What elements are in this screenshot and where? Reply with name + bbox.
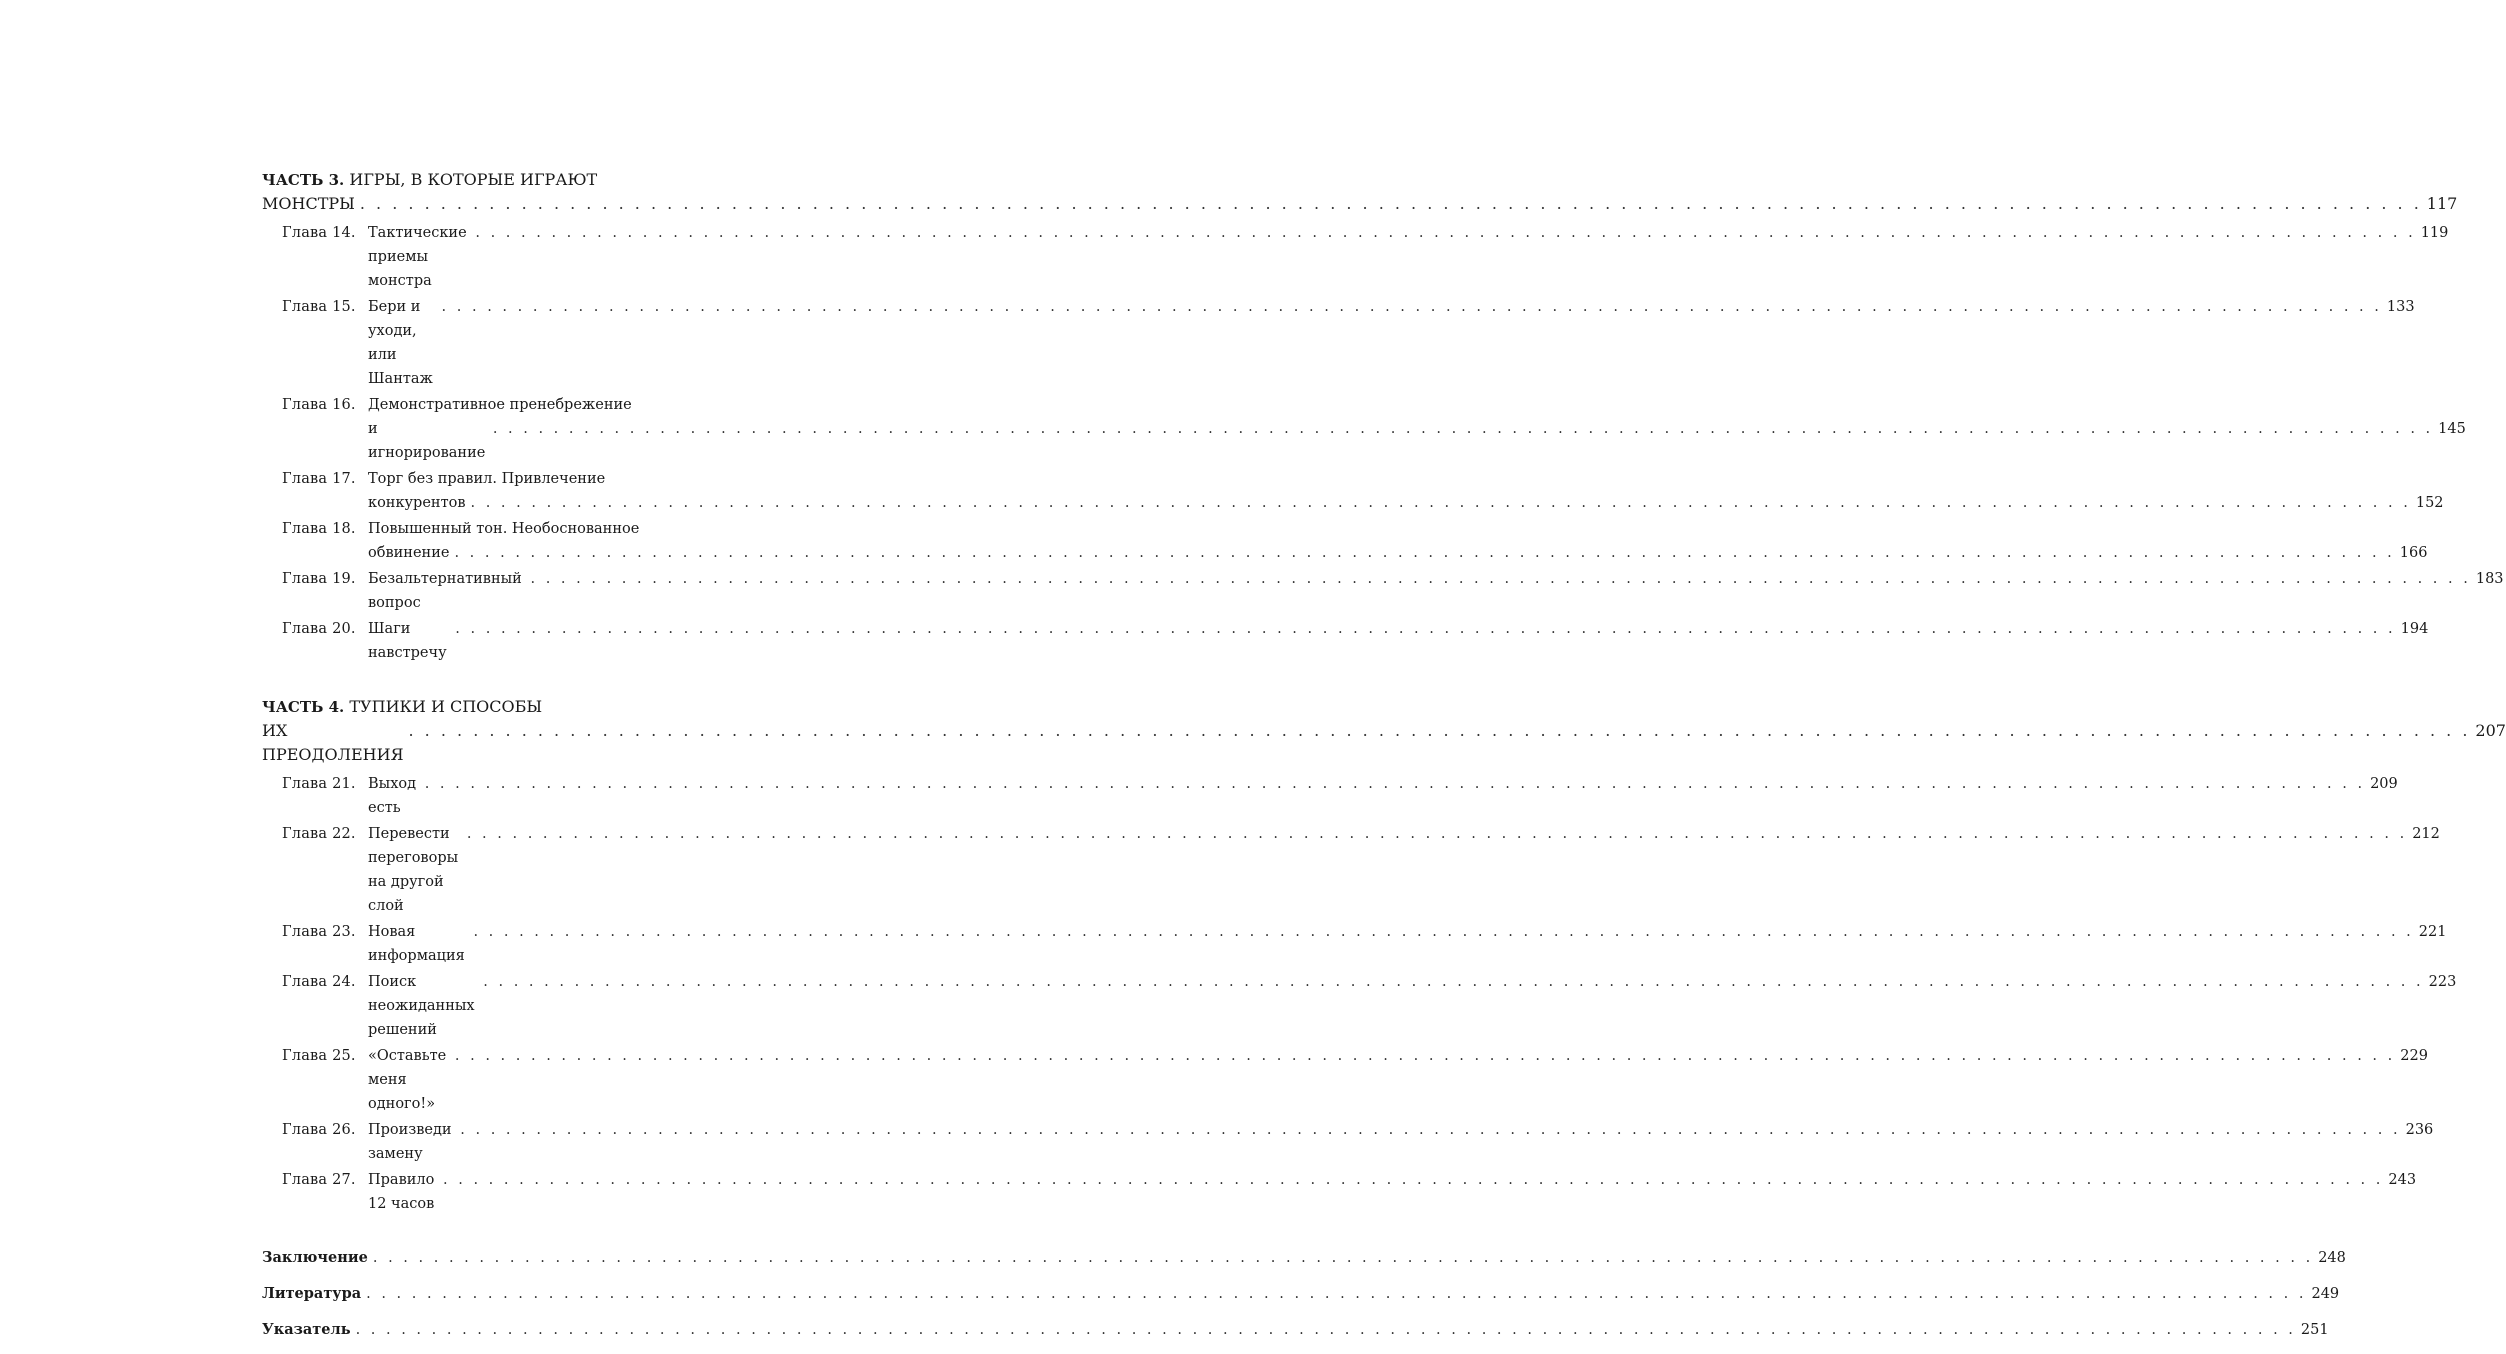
page-number: 236: [2405, 1122, 2434, 1138]
entry-title: Заключение: [262, 1249, 368, 1266]
chapter-list: [262, 772, 2457, 1216]
page-number: 183: [2475, 571, 2504, 587]
toc-entry-index[interactable]: [262, 1318, 2329, 1342]
dot-leader: [467, 822, 2407, 846]
page-number: 207: [2475, 721, 2506, 740]
toc-entry[interactable]: [262, 719, 2506, 767]
page-number: 117: [2426, 194, 2458, 213]
chapter-item[interactable]: [262, 920, 2447, 968]
part-title-line2: ИХ ПРЕОДОЛЕНИЯ: [262, 721, 404, 764]
table-of-contents: [262, 168, 2506, 1354]
chapter-title: Бери и уходи, или Шантаж: [368, 299, 433, 387]
part-label: ЧАСТЬ 4.: [262, 698, 345, 716]
chapter-label: Глава 25.: [282, 1048, 356, 1064]
back-matter: [262, 1246, 2346, 1342]
chapter-label: Глава 26.: [282, 1122, 356, 1138]
dot-leader: [460, 1118, 2400, 1142]
page-number: 119: [2420, 225, 2449, 241]
page-number: 249: [2311, 1286, 2340, 1302]
chapter-item[interactable]: [262, 617, 2429, 665]
chapter-item[interactable]: [262, 221, 2449, 293]
page-number: 166: [2399, 545, 2428, 561]
chapter-label: Глава 24.: [282, 974, 356, 990]
dot-leader: [356, 1318, 2296, 1342]
page-number: 152: [2415, 495, 2444, 511]
chapter-title-cont: конкурентов: [368, 495, 466, 511]
dot-leader: [483, 970, 2423, 994]
dot-leader: [360, 192, 2422, 216]
chapter-label: Глава 14.: [282, 225, 356, 241]
chapter-item[interactable]: [262, 1118, 2434, 1166]
chapter-title: Повышенный тон. Необоснованное: [368, 521, 640, 537]
chapter-title: «Оставьте меня одного!»: [368, 1048, 447, 1112]
chapter-item[interactable]: [262, 393, 2466, 465]
chapter-title: Безальтернативный вопрос: [368, 571, 522, 611]
chapter-label: Глава 19.: [282, 571, 356, 587]
chapter-title-cont: обвинение: [368, 545, 450, 561]
dot-leader: [471, 491, 2411, 515]
part-title-line1: ИГРЫ, В КОТОРЫЕ ИГРАЮТ: [349, 170, 598, 189]
page-number: 223: [2428, 974, 2457, 990]
dot-leader: [493, 417, 2433, 441]
dot-leader: [442, 295, 2382, 319]
dot-leader: [373, 1246, 2313, 1270]
chapter-label: Глава 22.: [282, 826, 356, 842]
chapter-item[interactable]: [262, 822, 2440, 918]
chapter-title-cont: и игнорирование: [368, 421, 486, 461]
page-number: 145: [2438, 421, 2466, 437]
chapter-title: Шаги навстречу: [368, 621, 447, 661]
dot-leader: [366, 1282, 2306, 1306]
page-number: 209: [2370, 776, 2398, 792]
chapter-item[interactable]: [262, 1168, 2417, 1216]
chapter-list: [262, 221, 2504, 665]
toc-entry[interactable]: [262, 192, 2458, 216]
toc-entry-conclusion[interactable]: [262, 1246, 2346, 1270]
dot-leader: [473, 920, 2413, 944]
dot-leader: [409, 719, 2471, 743]
dot-leader: [455, 1044, 2395, 1068]
chapter-label: Глава 15.: [282, 299, 356, 315]
chapter-item[interactable]: [262, 517, 2428, 565]
entry-title: Литература: [262, 1285, 362, 1302]
dot-leader: [425, 772, 2365, 796]
chapter-title: Поиск неожиданных решений: [368, 974, 475, 1038]
part-3: [262, 168, 2504, 665]
chapter-label: Глава 16.: [282, 397, 356, 413]
chapter-item[interactable]: [262, 1044, 2428, 1116]
page-number: 229: [2400, 1048, 2428, 1064]
toc-entry-literature[interactable]: [262, 1282, 2340, 1306]
chapter-item[interactable]: [262, 970, 2457, 1042]
chapter-label: Глава 23.: [282, 924, 356, 940]
chapter-title: Правило 12 часов: [368, 1172, 435, 1212]
chapter-item[interactable]: [262, 772, 2398, 820]
chapter-label: Глава 20.: [282, 621, 356, 637]
dot-leader: [454, 541, 2394, 565]
chapter-item[interactable]: [262, 567, 2504, 615]
dot-leader: [531, 567, 2471, 591]
chapter-title: Выход есть: [368, 776, 417, 816]
chapter-label: Глава 27.: [282, 1172, 356, 1188]
chapter-title: Новая информация: [368, 924, 465, 964]
entry-title: Указатель: [262, 1321, 351, 1338]
dot-leader: [475, 221, 2415, 245]
chapter-title: Перевести переговоры на другой слой: [368, 826, 459, 914]
part-4: [262, 695, 2506, 1216]
chapter-item[interactable]: [262, 295, 2415, 391]
page-number: 221: [2418, 924, 2447, 940]
dot-leader: [455, 617, 2395, 641]
part-title-line1: ТУПИКИ И СПОСОБЫ: [349, 697, 543, 716]
chapter-item[interactable]: [262, 467, 2444, 515]
page-number: 248: [2318, 1250, 2346, 1266]
part-heading: [262, 168, 2458, 216]
part-heading: [262, 695, 2506, 767]
dot-leader: [443, 1168, 2383, 1192]
chapter-label: Глава 18.: [282, 521, 356, 537]
chapter-label: Глава 21.: [282, 776, 356, 792]
chapter-title: Тактические приемы монстра: [368, 225, 467, 289]
part-title-line2: МОНСТРЫ: [262, 194, 355, 213]
chapter-title: Демонстративное пренебрежение: [368, 397, 632, 413]
page-number: 133: [2386, 299, 2415, 315]
page-number: 194: [2400, 621, 2429, 637]
page-number: 243: [2388, 1172, 2417, 1188]
page-number: 212: [2412, 826, 2440, 842]
chapter-label: Глава 17.: [282, 471, 356, 487]
chapter-title: Произведи замену: [368, 1122, 452, 1162]
page-number: 251: [2300, 1322, 2329, 1338]
chapter-title: Торг без правил. Привлечение: [368, 471, 606, 487]
part-label: ЧАСТЬ 3.: [262, 171, 345, 189]
